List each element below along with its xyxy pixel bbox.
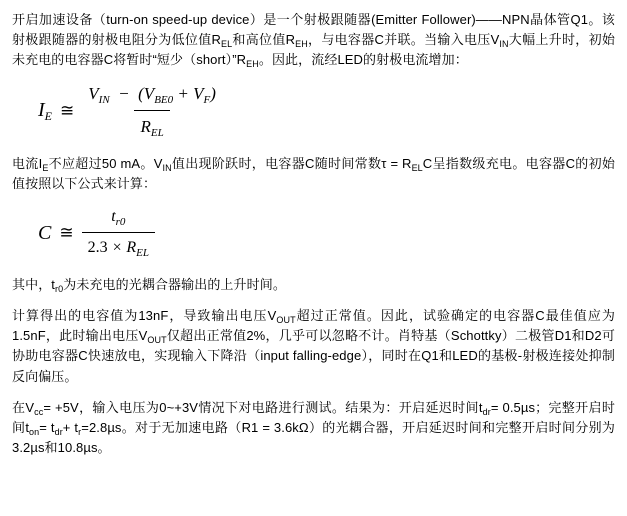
paragraph-capacitor-choice: 计算得出的电容值为13nF，导致输出电压$V_{OUT}$超过正常值。因此，试验确定的电容器C最佳值应为1.5nF，此时输出电压$V_{OUT}$仅超出正常值2%，几乎可以忽略不计。肖特基（Schottky）二极管D1和D2可协助电容器C快速放电，实现输入下降沿（input falling-edge），同时在Q1和LED的基极-射极连接处抑制反向偏压。 bbox=[12, 308, 615, 384]
formula-capacitance bbox=[12, 205, 615, 261]
formula-numerator-c: $t_{r0}$ bbox=[111, 208, 126, 229]
formula-left-side-c: C bbox=[38, 221, 52, 244]
formula-equals-sign: ≅ bbox=[60, 100, 75, 120]
formula-numerator: $V_{IN} - (V_{BE0} + V_F)$ bbox=[88, 84, 216, 107]
formula-fraction bbox=[82, 81, 222, 140]
formula-emitter-current bbox=[12, 81, 615, 140]
formula-fraction-c bbox=[82, 205, 155, 261]
formula-denominator-c: $2.3 \times R_{EL}$ bbox=[82, 232, 155, 261]
paragraph-intro: 开启加速设备（turn-on speed-up device）是一个射极跟随器(Emitter Follower)——NPN晶体管Q1。该射极跟随器的射极电阻分为低位值$R_{EL}$和高位值$R_{EH}$，与电容器C并联。当输入电压$V_{IN}$大幅上升时，初始未充电的电容器C将暂时“短少$(short)”R_{EH}$。因此，流经LED的射极电流增加： bbox=[12, 12, 615, 70]
paragraph-current-limit: 电流$I_E$不应超过50 mA。$V_{IN}$值出现阶跃时，电容器C随时间常数$\tau = R_{EL}C$呈指数级充电。电容器C的初始值按照以下公式来计算： bbox=[12, 156, 616, 192]
paragraph-test-results: 在$V_{cc}= +5V$，输入电压为0~+3V情况下对电路进行测试。结果为：开启延迟时间$t_{dr}= 0.5\mu s$；完整开启时间$t_{on}= t_{dr}+ t_r=2.8\mu s$。对于无加速电路（R1 = 3.6kΩ）的光耦合器，开启延迟时间和完整开启时间分别为3.2µs和10.8µs。 bbox=[12, 399, 615, 455]
formula-denominator: $R_{EL}$ bbox=[134, 110, 169, 140]
paragraph-rise-time-note: 其中，$t_{r0}$为未充电的光耦合器输出的上升时间。 bbox=[12, 276, 286, 294]
formula-left-side: $I_E$ bbox=[38, 99, 53, 124]
formula-equals-sign-c: ≅ bbox=[59, 223, 74, 243]
